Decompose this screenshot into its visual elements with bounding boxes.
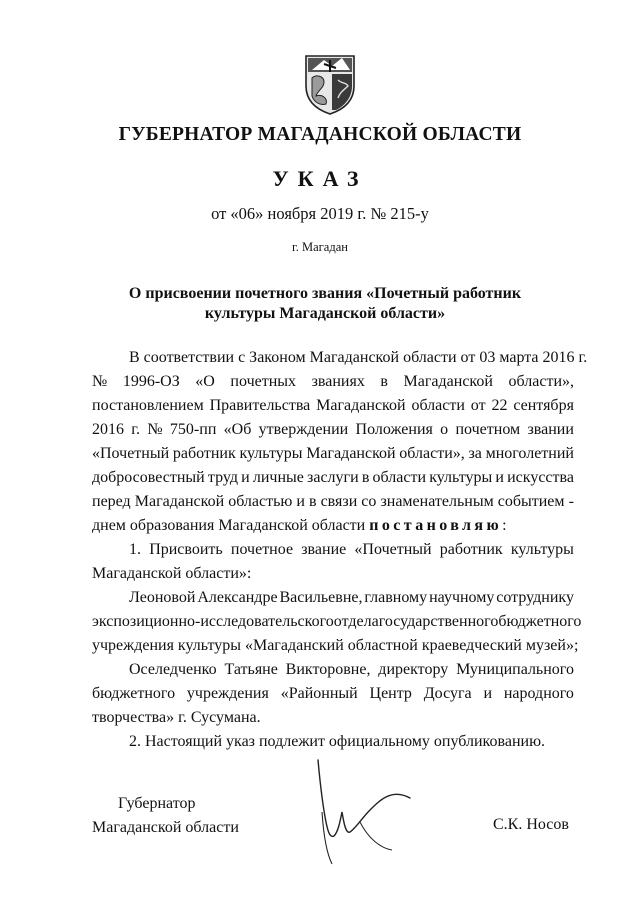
word: сотруднику — [496, 589, 574, 606]
preamble-colon: : — [502, 517, 507, 534]
word: Васильевне, — [279, 589, 363, 606]
word: 22 — [491, 397, 508, 414]
word: многолетний — [485, 445, 574, 462]
word: Муниципального — [456, 661, 574, 678]
word: Викторовне, — [285, 661, 371, 678]
decree-city: г. Магадан — [292, 240, 348, 254]
word: Татьяне — [224, 661, 278, 678]
word: директору — [378, 661, 449, 678]
word: почетных — [230, 373, 297, 390]
person-1-line-3 — [92, 634, 579, 658]
item-2-line-1-text: 2. Настоящий указ подлежит официальному опубликованию. — [129, 733, 546, 750]
word: о — [440, 421, 449, 438]
word: «Об — [223, 421, 252, 438]
word: «Почетный — [354, 541, 432, 558]
word: 1996-ОЗ — [122, 373, 180, 390]
person-2-line-3-text: творчества» г. Сусумана. — [92, 709, 261, 726]
word: культуры — [239, 445, 303, 462]
word: в — [308, 493, 317, 510]
governor-title: ГУБЕРНАТОР МАГАДАНСКОЙ ОБЛАСТИ — [118, 124, 522, 145]
word: заслуги — [307, 469, 359, 486]
word: в — [361, 469, 370, 486]
word: бюджетного — [92, 685, 176, 702]
word: Магаданской — [403, 373, 493, 390]
word: Магаданской — [316, 397, 406, 414]
word: и — [241, 469, 250, 486]
word: связи — [320, 493, 358, 510]
word: почетном — [455, 421, 521, 438]
word: Центр — [369, 685, 412, 702]
word: 2016 — [92, 421, 124, 438]
decree-subject — [120, 284, 530, 324]
word: «Районный — [280, 685, 358, 702]
word: Присвоить — [149, 541, 223, 558]
word: и — [296, 493, 305, 510]
word: «Почетный — [92, 445, 170, 462]
word: области», — [508, 373, 574, 390]
word: бюджетного — [498, 613, 582, 630]
word: культуры — [429, 469, 493, 486]
word: Правительства — [209, 397, 311, 414]
word: Досуга — [423, 685, 472, 702]
word: звании — [527, 421, 574, 438]
signatory-name: С.К. Носов — [493, 816, 569, 833]
word: Положения — [355, 421, 433, 438]
preamble-line-5 — [92, 442, 574, 466]
decree-date-number: от «06» ноября 2019 г. № 215-у — [211, 204, 429, 223]
word: области», — [399, 445, 465, 462]
word: Леоновой — [129, 589, 196, 606]
word: и — [483, 685, 493, 702]
word: искусства — [507, 469, 574, 486]
word: «О — [195, 373, 215, 390]
preamble-line-8-text: днем образования Магаданской области — [92, 517, 366, 534]
word: почетное — [230, 541, 294, 558]
signatory-position-line-1: Губернатор — [118, 795, 196, 812]
preamble-line-8 — [92, 514, 574, 538]
word: № — [147, 421, 163, 438]
coat-of-arms-icon — [302, 52, 358, 116]
word: областью — [228, 493, 293, 510]
word: экспозиционно-исследовательского — [92, 613, 334, 630]
signatory-position — [92, 792, 239, 840]
word: научному — [429, 589, 495, 606]
word: № — [92, 373, 108, 390]
word: сентября — [513, 397, 574, 414]
person-2-line-3 — [92, 706, 574, 730]
word: г. — [131, 421, 141, 438]
signatory-position-line-2: Магаданской области — [92, 819, 239, 836]
word: 1. — [129, 541, 141, 558]
word: Магаданской — [306, 445, 396, 462]
word: культуры — [510, 541, 574, 558]
subject-line-2: культуры Магаданской области» — [204, 305, 446, 322]
word: работник — [172, 445, 236, 462]
decree-keyword: постановляю — [369, 517, 503, 534]
preamble-line-7 — [92, 490, 574, 514]
word: - — [568, 493, 574, 510]
word: Александре — [197, 589, 278, 606]
item-2-line-1 — [92, 730, 574, 754]
decree-title: УКАЗ — [272, 166, 368, 191]
word: народного — [503, 685, 574, 702]
preamble-line-1 — [92, 346, 588, 370]
word: событием — [497, 493, 565, 510]
word: от — [470, 397, 486, 414]
word: звание — [301, 541, 347, 558]
word: Магаданской — [134, 493, 225, 510]
word: учреждения — [186, 685, 269, 702]
word: работник — [439, 541, 503, 558]
item-1-line-2-text: Магаданской области»: — [92, 565, 252, 582]
item-1-line-1 — [92, 538, 574, 562]
preamble-line-2 — [92, 370, 574, 394]
word: отдела — [333, 613, 379, 630]
item-1-line-2 — [92, 562, 574, 586]
word: перед — [92, 493, 131, 510]
word: в — [380, 373, 388, 390]
word: за — [468, 445, 482, 462]
word: и — [495, 469, 504, 486]
word: добросовестный — [92, 469, 205, 486]
person-1-line-1 — [92, 586, 574, 610]
word: со — [361, 493, 377, 510]
word: званиях — [311, 373, 365, 390]
subject-line-1: О присвоении почетного звания «Почетный работник — [128, 285, 522, 302]
person-2-line-2 — [92, 682, 574, 706]
person-1-line-2 — [92, 610, 582, 634]
word: личные — [252, 469, 304, 486]
person-1-line-3-text: учреждения культуры «Магаданский областной краеведческий музей»; — [92, 637, 579, 654]
preamble-line-4 — [92, 418, 574, 442]
word: 750-пп — [169, 421, 217, 438]
word: труд — [207, 469, 238, 486]
word: постановлением — [92, 397, 204, 414]
word: государственного — [378, 613, 499, 630]
word: знаменательным — [380, 493, 494, 510]
preamble-line-3 — [92, 394, 574, 418]
word: Оселедченко — [129, 661, 217, 678]
preamble-line-1-text: В соответствии с Законом Магаданской области от 03 марта 2016 г. — [129, 349, 588, 366]
word: области — [411, 397, 465, 414]
person-2-line-1 — [92, 658, 574, 682]
preamble-line-6 — [92, 466, 574, 490]
word: области — [372, 469, 427, 486]
word: главному — [364, 589, 428, 606]
word: утверждении — [258, 421, 349, 438]
decree-body — [92, 346, 588, 754]
handwritten-signature — [300, 752, 420, 872]
